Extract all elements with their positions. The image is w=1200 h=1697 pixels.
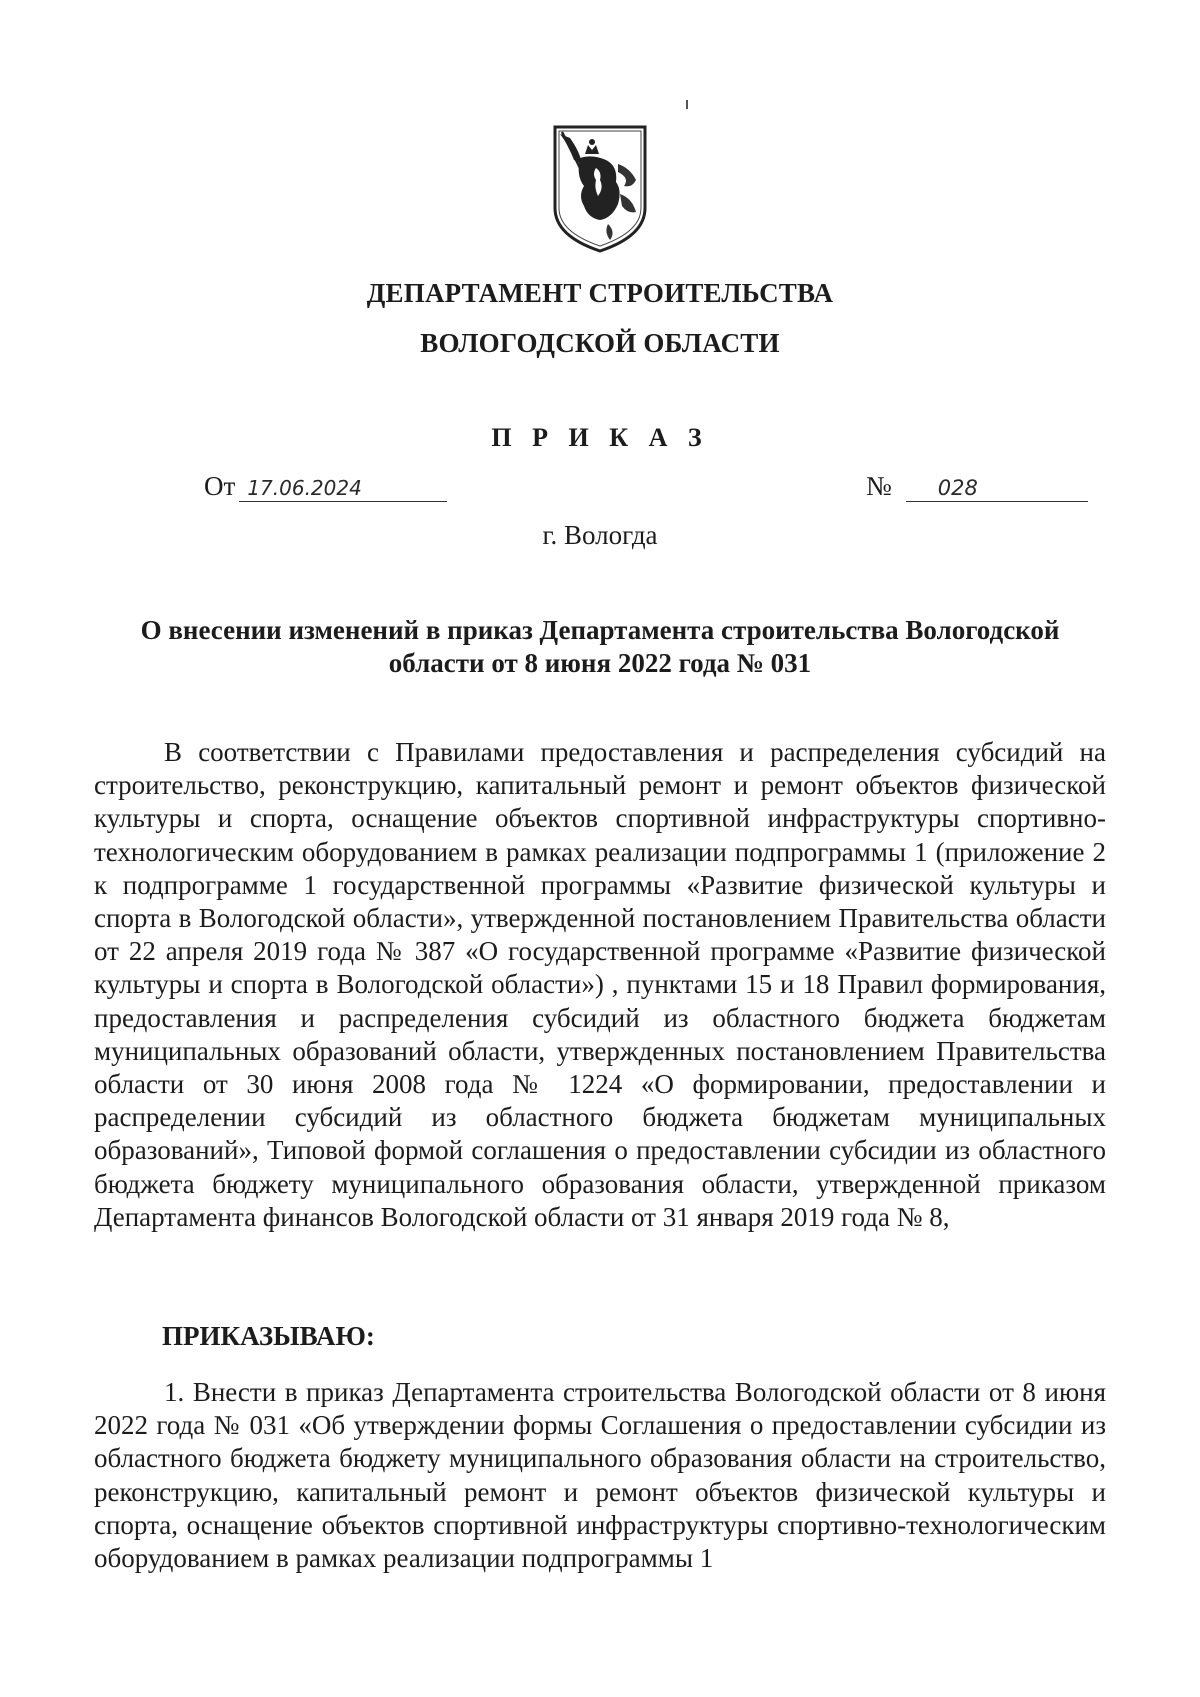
city-line: г. Вологда — [542, 520, 658, 550]
scan-mark — [686, 100, 688, 109]
number-handwritten-value: 028 — [906, 475, 1088, 502]
order-item-1: 1. Внести в приказ Департамента строительства Вологодской области от 8 июня 2022 года № 031 «Об утверждении формы Соглашения о предоставлении субсидии из областного бюджета бюджету муниципального образования области на строительство, реконструкцию, капитальный ремонт и ремонт объектов физической культуры и спорта, оснащение объектов спортивной инфраструктуры спортивно-технологическим оборудованием в рамках реализации подпрограммы 1 — [94, 1377, 1106, 1574]
date-prefix: От — [204, 471, 236, 501]
vologda-coat-of-arms-icon — [552, 124, 648, 254]
document-type-title: П Р И К А З — [491, 423, 709, 452]
order-title: О внесении изменений в приказ Департамента строительства Вологодской области от 8 июня 2022 года № 031 — [140, 615, 1060, 678]
department-name-line-2: ВОЛОГОДСКОЙ ОБЛАСТИ — [420, 328, 780, 358]
order-number — [866, 471, 1088, 502]
number-prefix: № — [866, 471, 892, 501]
department-name-line-1: ДЕПАРТАМЕНТ СТРОИТЕЛЬСТВА — [366, 278, 834, 308]
order-directive-heading: ПРИКАЗЫВАЮ: — [162, 1321, 375, 1351]
preamble-paragraph: В соответствии с Правилами предоставления и распределения субсидий на строительство, реконструкцию, капитальный ремонт и ремонт объектов физической культуры и спорта, оснащение объектов спортивной инфраструктуры спортивно-технологическим оборудованием в рамках реализации подпрограммы 1 (приложение 2 к подпрограмме 1 государственной программы «Развитие физической культуры и спорта в Вологодской области», утвержденной постановлением Правительства области от 22 апреля 2019 года № 387 «О государственной программе «Развитие физической культуры и спорта в Вологодской области») , пунктами 15 и 18 Правил формирования, предоставления и распределения субсидий из областного бюджета бюджетам муниципальных образований области, утвержденных постановлением Правительства области от 30 июня 2008 года № 1224 «О формировании, предоставлении и распределении субсидий из областного бюджета бюджетам муниципальных образований», Типовой формой соглашения о предоставлении субсидии из областного бюджета бюджету муниципального образования области, утвержденной приказом Департамента финансов Вологодской области от 31 января 2019 года № 8, — [94, 737, 1106, 1232]
order-date — [204, 471, 447, 502]
date-handwritten-value: 17.06.2024 — [239, 475, 447, 502]
